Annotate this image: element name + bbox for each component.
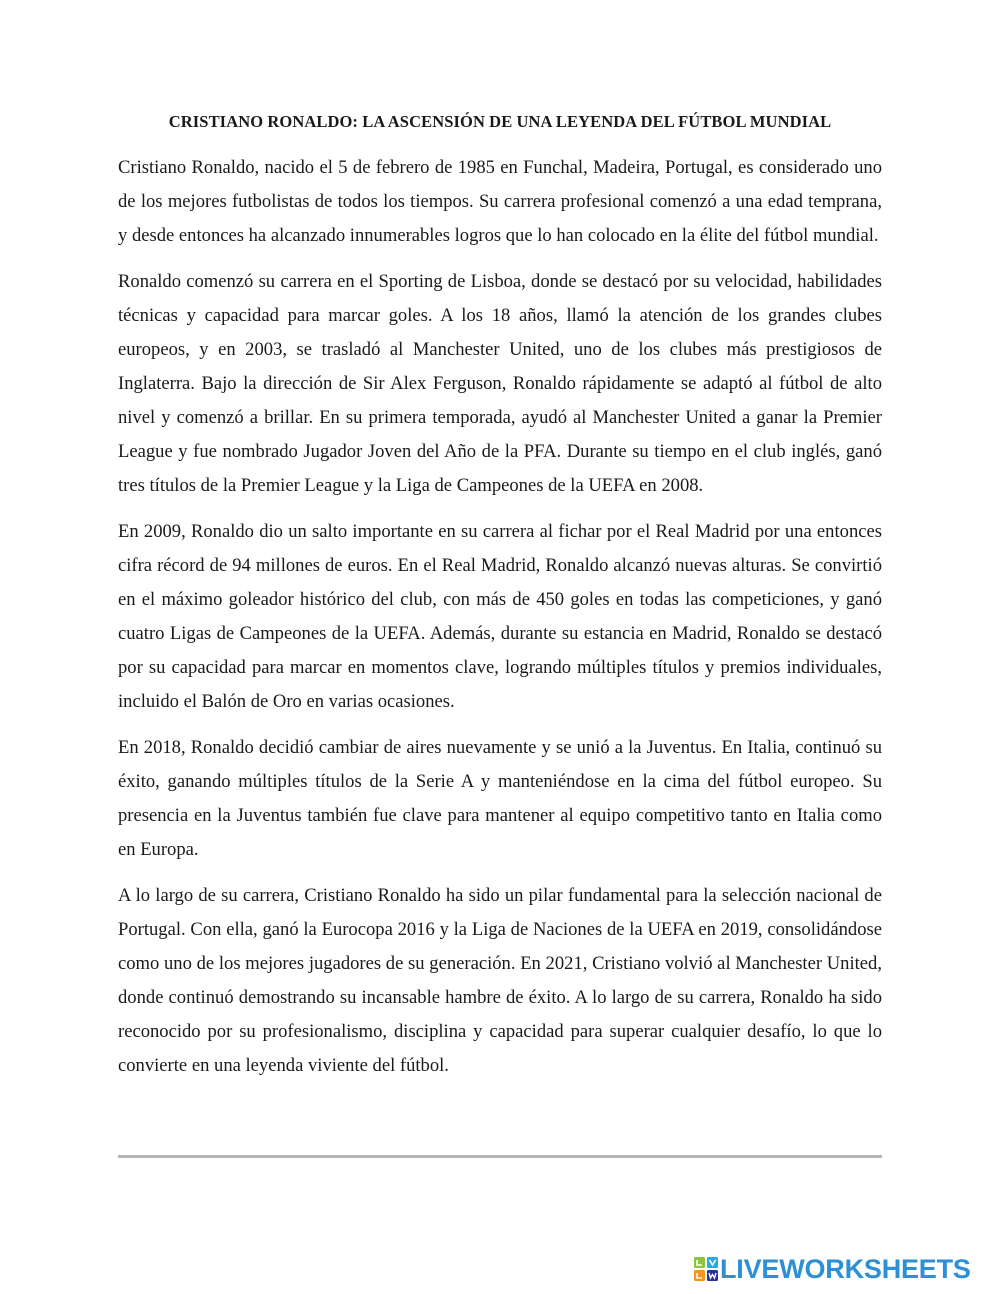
paragraph-birth: Cristiano Ronaldo, nacido el 5 de febrero de 1985 en Funchal, Madeira, Portugal, es considerado uno de los mejores futbolistas de todos los tiempos. Su carrera profesional comenzó a una edad temprana, y desde entonces ha alcanzado innumerables logros que lo han colocado en la élite del fútbol mundial. — [118, 157, 882, 246]
paragraph-real-madrid: En 2009, Ronaldo dio un salto importante en su carrera al fichar por el Real Madrid por una entonces cifra récord de 94 millones de euros. En el Real Madrid, Ronaldo alcanzó nuevas alturas. Se convirtió en el máximo goleador histórico del club, con más de 450 goles en todas las competiciones, y ganó cuatro Ligas de Campeones de la UEFA. Además, durante su estancia en Madrid, Ronaldo se destacó por su capacidad para marcar en momentos clave, logrando múltiples títulos y premios individuales, incluido el Balón de Oro en varias ocasiones. — [118, 521, 882, 712]
liveworksheets-logo[interactable] — [694, 1254, 971, 1284]
paragraph-portugal: A lo largo de su carrera, Cristiano Ronaldo ha sido un pilar fundamental para la selección nacional de Portugal. Con ella, ganó la Eurocopa 2016 y la Liga de Naciones de la UEFA en 2019, consolidándose como uno de los mejores jugadores de su generación. En 2021, Cristiano volvió al Manchester United, donde continuó demostrando su incansable hambre de éxito. A lo largo de su carrera, Ronaldo ha sido reconocido por su profesionalismo, disciplina y capacidad para superar cualquier desafío, lo que lo convierte en una leyenda viviente del fútbol. — [118, 885, 882, 1076]
worksheet-page — [118, 112, 882, 1095]
page-title: CRISTIANO RONALDO: LA ASCENSIÓN DE UNA LEYENDA DEL FÚTBOL MUNDIAL — [168, 112, 832, 131]
liveworksheets-wordmark: LIVEWORKSHEETS — [720, 1254, 971, 1284]
horizontal-divider — [118, 1155, 882, 1158]
paragraph-sporting-manchester: Ronaldo comenzó su carrera en el Sporting de Lisboa, donde se destacó por su velocidad, habilidades técnicas y capacidad para marcar goles. A los 18 años, llamó la atención de los grandes clubes europeos, y en 2003, se trasladó al Manchester United, uno de los clubes más prestigiosos de Inglaterra. Bajo la dirección de Sir Alex Ferguson, Ronaldo rápidamente se adaptó al fútbol de alto nivel y comenzó a brillar. En su primera temporada, ayudó al Manchester United a ganar la Premier League y fue nombrado Jugador Joven del Año de la PFA. Durante su tiempo en el club inglés, ganó tres títulos de la Premier League y la Liga de Campeones de la UEFA en 2008. — [118, 271, 882, 496]
paragraph-juventus: En 2018, Ronaldo decidió cambiar de aires nuevamente y se unió a la Juventus. En Italia, continuó su éxito, ganando múltiples títulos de la Serie A y manteniéndose en la cima del fútbol europeo. Su presencia en la Juventus también fue clave para mantener al equipo competitivo tanto en Italia como en Europa. — [118, 737, 882, 860]
liveworksheets-logo-icon — [694, 1257, 718, 1281]
